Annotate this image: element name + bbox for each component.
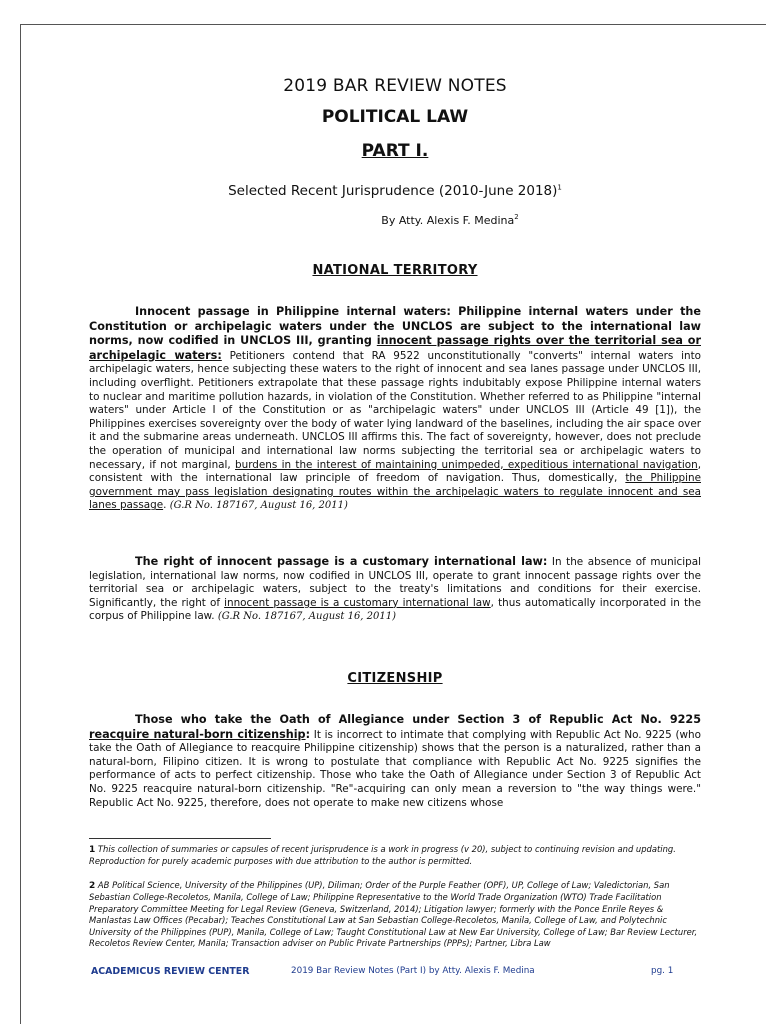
footnote-ref-1: 1 bbox=[557, 183, 562, 192]
paragraph-customary-law bbox=[89, 555, 701, 624]
para3-heading-colon: : bbox=[305, 727, 311, 741]
para1-text2: , consistent with the international law principle of freedom of navigation. Thus, domestically, bbox=[89, 458, 701, 485]
document-page bbox=[20, 24, 766, 1024]
para3-text: It is incorrect to intimate that complying with Republic Act No. 9225 (who take the Oath of Allegiance to reacquire Philippine citizenship) shows that the person is a naturalized, rather than a natural-born, Filipino citizen. It is wrong to postulate that compliance with Republic Act No. 9225 signifies the performance of acts to perfect citizenship. Those who take the Oath of Allegiance under Section 3 of Republic Act No. 9225 reacquire natural-born citizenship. "Re"-acquiring can only mean a reversion to "the way things were." Republic Act No. 9225, therefore, does not operate to make new citizens whose bbox=[89, 728, 701, 809]
author-line bbox=[89, 213, 701, 227]
section-heading-citizenship: CITIZENSHIP bbox=[347, 671, 443, 686]
footnote-1-number: 1 bbox=[89, 845, 96, 855]
para3-heading: Those who take the Oath of Allegiance under Section 3 of Republic Act No. 9225 bbox=[135, 713, 701, 726]
footer-page-number: pg. 1 bbox=[651, 966, 674, 976]
footnote-separator bbox=[89, 838, 271, 839]
footer-title: 2019 Bar Review Notes (Part I) by Atty. Alexis F. Medina bbox=[291, 966, 535, 976]
title-line3: PART I. bbox=[361, 141, 429, 161]
para1-underline2: the Philippine government may pass legislation designating routes within the archipelagic waters to regulate innocent and sea lanes passage bbox=[89, 472, 701, 512]
subtitle-text: Selected Recent Jurisprudence (2010-June 2018) bbox=[228, 183, 558, 199]
footnote-1 bbox=[89, 844, 701, 868]
para2-text2: , thus automatically incorporated in the corpus of Philippine law. bbox=[89, 596, 701, 623]
para1-heading: Innocent passage in Philippine internal waters: Philippine internal waters under the Constitution or archipelagic waters under the UNCLOS are subject to the international law norms, now codified in UNCLOS III, granting bbox=[89, 305, 701, 348]
para1-citation: (G.R No. 187167, August 16, 2011) bbox=[169, 500, 348, 512]
title-line1: 2019 BAR REVIEW NOTES bbox=[283, 76, 507, 96]
paragraph-reacquire-citizenship bbox=[89, 713, 701, 810]
para2-heading: The right of innocent passage is a customary international law: bbox=[135, 555, 548, 568]
subtitle bbox=[89, 183, 701, 199]
para1-text3: . bbox=[163, 499, 170, 512]
paragraph-innocent-passage bbox=[89, 305, 701, 513]
footnote-2 bbox=[89, 880, 701, 949]
para1-heading-underlined: innocent passage rights over the territorial sea or archipelagic waters: bbox=[89, 334, 701, 362]
para2-underline: innocent passage is a customary international law bbox=[224, 596, 491, 609]
para2-citation: (G.R No. 187167, August 16, 2011) bbox=[217, 611, 397, 623]
footnote-1-text: This collection of summaries or capsules of recent jurisprudence is a work in progress (v 20), subject to continuing revision and updating. Reproduction for purely academic purposes with due attribution to the author is permitted. bbox=[89, 844, 676, 867]
para3-heading-underlined: reacquire natural-born citizenship bbox=[89, 727, 306, 741]
footnote-ref-2: 2 bbox=[514, 213, 519, 221]
author-text: By Atty. Alexis F. Medina bbox=[381, 213, 515, 227]
section-heading-national-territory: NATIONAL TERRITORY bbox=[312, 263, 478, 278]
footnote-2-number: 2 bbox=[89, 881, 96, 891]
title-line2: POLITICAL LAW bbox=[321, 107, 469, 127]
para1-underline1: burdens in the interest of maintaining unimpeded, expeditious international navigation bbox=[235, 458, 698, 471]
para1-text1: Petitioners contend that RA 9522 unconstitutionally "converts" internal waters into archipelagic waters, hence subjecting these waters to the right of innocent and sea lanes passage under UNCLOS III, including overflight. Petitioners extrapolate that these passage rights indubitably expose Philippine internal waters to nuclear and maritime pollution hazards, in violation of the Constitution. Whether referred to as Philippine "internal waters" under Article I of the Constitution or as "archipelagic waters" under UNCLOS III (Article 49 [1]), the Philippines exercises sovereignty over the body of water lying landward of the baselines, including the air space over it and the submarine areas underneath. UNCLOS III affirms this. The fact of sovereignty, however, does not preclude the operation of municipal and international law norms subjecting the territorial sea or archipelagic waters to necessary, if not marginal, bbox=[89, 349, 701, 471]
footer-org: ACADEMICUS REVIEW CENTER bbox=[91, 966, 250, 977]
footnote-2-text: AB Political Science, University of the Philippines (UP), Diliman; Order of the Purple Feather (OPF), UP, College of Law; Valedictorian, San Sebastian College-Recoletos, Manila, College of Law; Philippine Representative to the World Trade Organization (WTO) Trade Facilitation Preparatory Committee Meeting for Legal Review (Geneva, Switzerland, 2014); Litigation lawyer; formerly with the Ponce Enrile Reyes & Manlastas Law Offices (Pecabar); Teaches Constitutional Law at San Sebastian College-Recoletos, Manila, College of Law, and Polytechnic University of the Philippines (PUP), Manila, College of Law; Taught Constitutional Law at New Ear University, College of Law; Bar Review Lecturer, Recoletos Review Center, Manila; Transaction adviser on Public Private Partnerships (PPPs); Partner, Libra Law bbox=[89, 880, 698, 949]
para2-text1: In the absence of municipal legislation, international law norms, now codified in UNCLOS III, operate to grant innocent passage rights over the territorial sea or archipelagic waters, subject to the treaty's limitations and conditions for their exercise. Significantly, the right of bbox=[89, 556, 701, 609]
